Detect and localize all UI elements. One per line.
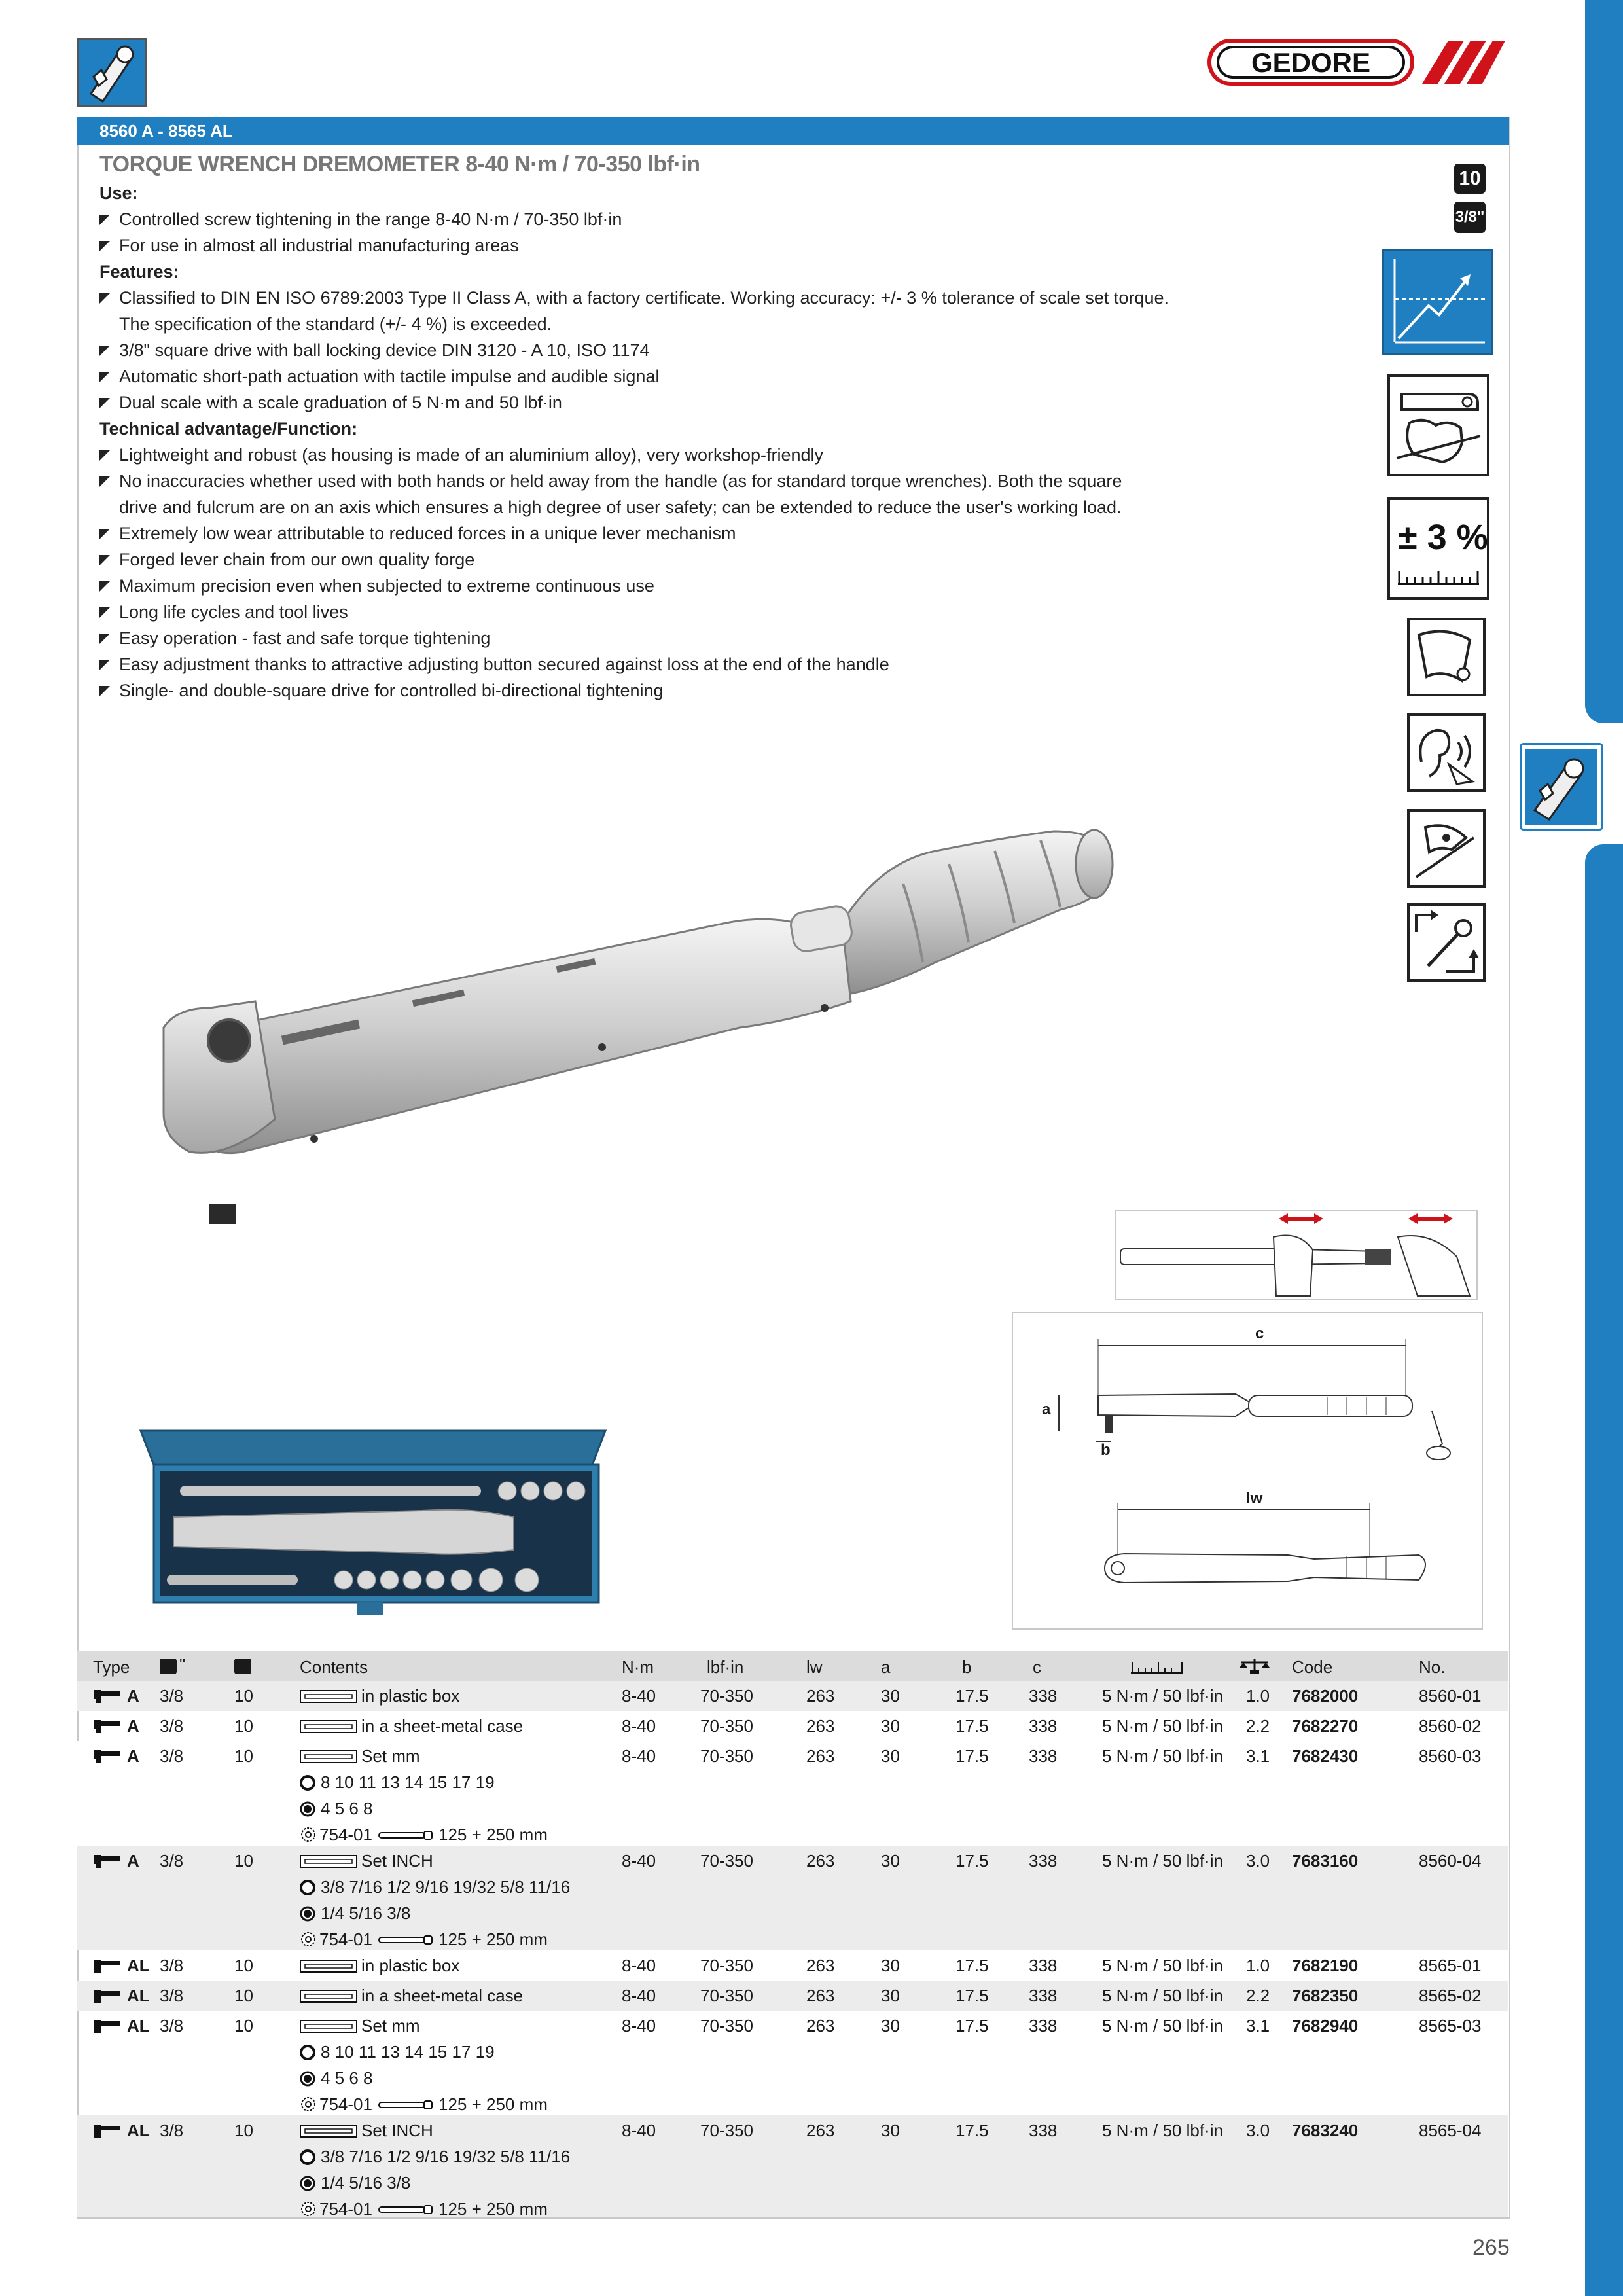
row-b: 17.5: [955, 1851, 989, 1871]
sheet-metal-case-image: [134, 1426, 612, 1622]
row-nm: 8-40: [622, 1986, 656, 2005]
row-nm: 8-40: [622, 1716, 656, 1736]
header-contents: Contents: [300, 1657, 368, 1677]
row-b: 17.5: [955, 1746, 989, 1766]
row-lbfin: 70-350: [700, 1956, 753, 1975]
row-c: 338: [1029, 1956, 1058, 1975]
row-scale: 5 N·m / 50 lbf·in: [1102, 1986, 1223, 2005]
header-nm: N·m: [622, 1657, 654, 1677]
row-nm: 8-40: [622, 2016, 656, 2036]
dimension-c-label: c: [1255, 1325, 1264, 1342]
row-scale: 5 N·m / 50 lbf·in: [1102, 1851, 1223, 1871]
bullet-item: Dual scale with a scale graduation of 5 N·m and 50 lbf·in: [119, 393, 562, 412]
torque-wrench-product-image: [151, 812, 1198, 1270]
weight-kg-icon: [1238, 1657, 1271, 1674]
row-kg: 1.0: [1246, 1686, 1270, 1706]
row-type: A: [127, 1851, 139, 1871]
bullet-item: Automatic short-path actuation with tactile impulse and audible signal: [119, 367, 660, 386]
row-contents-ratchet: 754-01: [319, 1825, 372, 1844]
row-a: 30: [881, 1986, 900, 2005]
row-lw: 263: [806, 2121, 835, 2140]
row-nm: 8-40: [622, 1686, 656, 1706]
row-b: 17.5: [955, 2016, 989, 2036]
product-range-bar: 8560 A - 8565 AL: [77, 117, 1509, 145]
row-inch: 3/8: [160, 1716, 184, 1736]
row-mm: 10: [234, 1746, 253, 1766]
row-c: 338: [1029, 1686, 1058, 1706]
row-kg: 3.1: [1246, 2016, 1270, 2036]
row-contents-ratchet: 754-01: [319, 2094, 372, 2114]
row-lbfin: 70-350: [700, 2121, 753, 2140]
row-contents-extensions: 125 + 250 mm: [438, 1929, 548, 1949]
bullet-item: Lightweight and robust (as housing is made of an aluminium alloy), very workshop-friendly: [119, 445, 824, 465]
row-no: 8565-03: [1419, 2016, 1482, 2036]
row-lbfin: 70-350: [700, 1986, 753, 2005]
row-lbfin: 70-350: [700, 2016, 753, 2036]
header-code: Code: [1292, 1657, 1333, 1677]
row-code: 7682000: [1292, 1686, 1359, 1706]
category-torque-wrench-icon: [77, 38, 147, 107]
row-contents: in plastic box: [361, 1956, 460, 1975]
row-contents-extensions: 125 + 250 mm: [438, 2199, 548, 2219]
row-code: 7682940: [1292, 2016, 1359, 2036]
row-mm: 10: [234, 1716, 253, 1736]
row-no: 8565-04: [1419, 2121, 1482, 2140]
dimension-a-label: a: [1042, 1401, 1051, 1418]
row-code: 7682270: [1292, 1716, 1359, 1736]
tactile-impulse-icon: [1407, 809, 1486, 888]
row-contents-sockets-internal: 1/4 5/16 3/8: [321, 1903, 411, 1923]
tolerance-label: ± 3 %: [1398, 518, 1488, 557]
audible-signal-icon: [1407, 713, 1486, 792]
row-no: 8560-02: [1419, 1716, 1482, 1736]
row-kg: 2.2: [1246, 1986, 1270, 2005]
row-c: 338: [1029, 1851, 1058, 1871]
row-lw: 263: [806, 1716, 835, 1736]
header-type: Type: [93, 1657, 130, 1677]
row-b: 17.5: [955, 1986, 989, 2005]
row-contents-sockets-internal: 4 5 6 8: [321, 2068, 373, 2088]
tolerance-3-percent-icon: [1387, 497, 1489, 600]
row-kg: 3.0: [1246, 1851, 1270, 1871]
row-inch: 3/8: [160, 1851, 184, 1871]
side-edge-bar-bottom: [1585, 844, 1623, 2296]
row-kg: 2.2: [1246, 1716, 1270, 1736]
row-nm: 8-40: [622, 1851, 656, 1871]
row-code: 7682350: [1292, 1986, 1359, 2005]
row-c: 338: [1029, 1986, 1058, 2005]
row-a: 30: [881, 1851, 900, 1871]
row-lbfin: 70-350: [700, 1686, 753, 1706]
row-type: AL: [127, 1956, 150, 1975]
hand-usage-drawing: [1115, 1210, 1478, 1300]
certificate-icon: [1407, 618, 1486, 696]
badge-size-10: 10: [1454, 164, 1486, 194]
row-no: 8565-02: [1419, 1986, 1482, 2005]
dimension-b-label: b: [1101, 1441, 1111, 1459]
row-type: A: [127, 1716, 139, 1736]
bullet-item: Maximum precision even when subjected to extreme continuous use: [119, 576, 654, 596]
header-inch: ": [179, 1655, 186, 1674]
row-contents-set: Set INCH: [361, 2121, 433, 2140]
section-heading-use: Use:: [99, 183, 138, 203]
bullet-item: No inaccuracies whether used with both hands or held away from the handle (as for standard torque wrenches). Both the square: [119, 471, 1122, 491]
header-no: No.: [1419, 1657, 1446, 1677]
row-lw: 263: [806, 1956, 835, 1975]
square-drive-mm-icon: [234, 1659, 251, 1674]
chapter-tab-torque-icon[interactable]: [1520, 743, 1603, 831]
row-contents-extensions: 125 + 250 mm: [438, 2094, 548, 2114]
row-no: 8560-04: [1419, 1851, 1482, 1871]
row-lw: 263: [806, 1986, 835, 2005]
bullet-item: Classified to DIN EN ISO 6789:2003 Type II Class A, with a factory certificate. Working accuracy: +/- 3 % tolerance of scale set torque.: [119, 288, 1169, 308]
row-code: 7682430: [1292, 1746, 1359, 1766]
row-c: 338: [1029, 2121, 1058, 2140]
two-hand-grip-icon: [1387, 374, 1489, 476]
row-scale: 5 N·m / 50 lbf·in: [1102, 1956, 1223, 1975]
row-code: 7683240: [1292, 2121, 1359, 2140]
row-inch: 3/8: [160, 1686, 184, 1706]
row-shade: [77, 1981, 1508, 2011]
badge-drive-3-8: 3/8": [1454, 202, 1486, 233]
row-contents-sockets-internal: 1/4 5/16 3/8: [321, 2173, 411, 2193]
section-heading-advantage: Technical advantage/Function:: [99, 419, 358, 439]
row-b: 17.5: [955, 2121, 989, 2140]
row-kg: 1.0: [1246, 1956, 1270, 1975]
bullet-item: Easy operation - fast and safe torque tightening: [119, 628, 491, 648]
square-drive-inch-icon: [160, 1659, 177, 1674]
row-a: 30: [881, 1956, 900, 1975]
row-b: 17.5: [955, 1956, 989, 1975]
row-nm: 8-40: [622, 1956, 656, 1975]
row-inch: 3/8: [160, 2016, 184, 2036]
row-contents-sockets: 3/8 7/16 1/2 9/16 19/32 5/8 11/16: [321, 1877, 571, 1897]
row-c: 338: [1029, 1746, 1058, 1766]
bullet-item: Extremely low wear attributable to reduced forces in a unique lever mechanism: [119, 524, 736, 543]
row-scale: 5 N·m / 50 lbf·in: [1102, 2121, 1223, 2140]
row-mm: 10: [234, 1851, 253, 1871]
row-contents-sockets-internal: 4 5 6 8: [321, 1799, 373, 1818]
product-title: TORQUE WRENCH DREMOMETER 8-40 N·m / 70-350 lbf·in: [99, 152, 700, 177]
row-lbfin: 70-350: [700, 1851, 753, 1871]
torque-graph-icon: [1382, 249, 1493, 355]
row-scale: 5 N·m / 50 lbf·in: [1102, 1746, 1223, 1766]
row-lw: 263: [806, 1686, 835, 1706]
row-inch: 3/8: [160, 1986, 184, 2005]
row-no: 8560-01: [1419, 1686, 1482, 1706]
dimension-lw-label: lw: [1246, 1490, 1263, 1507]
row-nm: 8-40: [622, 2121, 656, 2140]
row-a: 30: [881, 2121, 900, 2140]
scale-graduation-icon: [1130, 1660, 1185, 1674]
bullet-item: Forged lever chain from our own quality forge: [119, 550, 475, 569]
row-type: AL: [127, 2016, 150, 2036]
bullet-item: Long life cycles and tool lives: [119, 602, 348, 622]
row-nm: 8-40: [622, 1746, 656, 1766]
row-c: 338: [1029, 1716, 1058, 1736]
bullet-item: Single- and double-square drive for controlled bi-directional tightening: [119, 681, 664, 700]
side-edge-bar-top: [1585, 0, 1623, 723]
page-number: 265: [1472, 2235, 1510, 2260]
dimension-drawing: [1012, 1312, 1483, 1630]
row-contents-sockets: 8 10 11 13 14 15 17 19: [321, 1772, 495, 1792]
row-contents: in plastic box: [361, 1686, 460, 1706]
row-type: A: [127, 1746, 139, 1766]
row-mm: 10: [234, 1986, 253, 2005]
header-lbfin: lbf·in: [707, 1657, 744, 1677]
row-scale: 5 N·m / 50 lbf·in: [1102, 1686, 1223, 1706]
row-contents-set: Set mm: [361, 1746, 420, 1766]
row-a: 30: [881, 1686, 900, 1706]
row-a: 30: [881, 1746, 900, 1766]
row-contents: in a sheet-metal case: [361, 1986, 524, 2005]
row-kg: 3.1: [1246, 1746, 1270, 1766]
header-lw: lw: [806, 1657, 823, 1677]
row-contents: in a sheet-metal case: [361, 1716, 524, 1736]
row-contents-ratchet: 754-01: [319, 1929, 372, 1949]
row-no: 8565-01: [1419, 1956, 1482, 1975]
row-lw: 263: [806, 2016, 835, 2036]
row-lw: 263: [806, 1851, 835, 1871]
row-shade: [77, 1741, 1508, 1846]
row-lbfin: 70-350: [700, 1716, 753, 1736]
bullet-continuation: drive and fulcrum are on an axis which ensures a high degree of user safety; can be extended to reduce the user's working load.: [119, 497, 1122, 517]
row-mm: 10: [234, 2016, 253, 2036]
row-b: 17.5: [955, 1686, 989, 1706]
svg-text:GEDORE: GEDORE: [1251, 47, 1371, 78]
row-mm: 10: [234, 1686, 253, 1706]
row-contents-sockets: 3/8 7/16 1/2 9/16 19/32 5/8 11/16: [321, 2147, 571, 2166]
row-inch: 3/8: [160, 1956, 184, 1975]
bullet-item: 3/8" square drive with ball locking device DIN 3120 - A 10, ISO 1174: [119, 340, 650, 360]
row-contents-set: Set mm: [361, 2016, 420, 2036]
section-heading-features: Features:: [99, 262, 179, 281]
row-a: 30: [881, 2016, 900, 2036]
row-shade: [77, 1846, 1508, 1950]
row-kg: 3.0: [1246, 2121, 1270, 2140]
row-shade: [77, 1681, 1508, 1711]
row-contents-extensions: 125 + 250 mm: [438, 1825, 548, 1844]
row-scale: 5 N·m / 50 lbf·in: [1102, 1716, 1223, 1736]
row-type: A: [127, 1686, 139, 1706]
bullet-item: For use in almost all industrial manufacturing areas: [119, 236, 519, 255]
header-c: c: [1033, 1657, 1041, 1677]
row-code: 7683160: [1292, 1851, 1359, 1871]
row-no: 8560-03: [1419, 1746, 1482, 1766]
row-scale: 5 N·m / 50 lbf·in: [1102, 2016, 1223, 2036]
row-inch: 3/8: [160, 1746, 184, 1766]
row-mm: 10: [234, 1956, 253, 1975]
row-b: 17.5: [955, 1716, 989, 1736]
header-a: a: [881, 1657, 891, 1677]
row-c: 338: [1029, 2016, 1058, 2036]
row-a: 30: [881, 1716, 900, 1736]
row-contents-ratchet: 754-01: [319, 2199, 372, 2219]
row-shade: [77, 2115, 1508, 2217]
bullet-continuation: The specification of the standard (+/- 4 %) is exceeded.: [119, 314, 552, 334]
row-type: AL: [127, 2121, 150, 2140]
header-b: b: [962, 1657, 972, 1677]
row-code: 7682190: [1292, 1956, 1359, 1975]
row-inch: 3/8: [160, 2121, 184, 2140]
row-type: AL: [127, 1986, 150, 2005]
row-lw: 263: [806, 1746, 835, 1766]
row-contents-sockets: 8 10 11 13 14 15 17 19: [321, 2042, 495, 2062]
bi-directional-icon: [1407, 903, 1486, 982]
row-mm: 10: [234, 2121, 253, 2140]
row-contents-set: Set INCH: [361, 1851, 433, 1871]
bullet-item: Easy adjustment thanks to attractive adjusting button secured against loss at the end of the handle: [119, 655, 889, 674]
gedore-logo: [1207, 37, 1505, 89]
row-lbfin: 70-350: [700, 1746, 753, 1766]
bullet-item: Controlled screw tightening in the range 8-40 N·m / 70-350 lbf·in: [119, 209, 622, 229]
